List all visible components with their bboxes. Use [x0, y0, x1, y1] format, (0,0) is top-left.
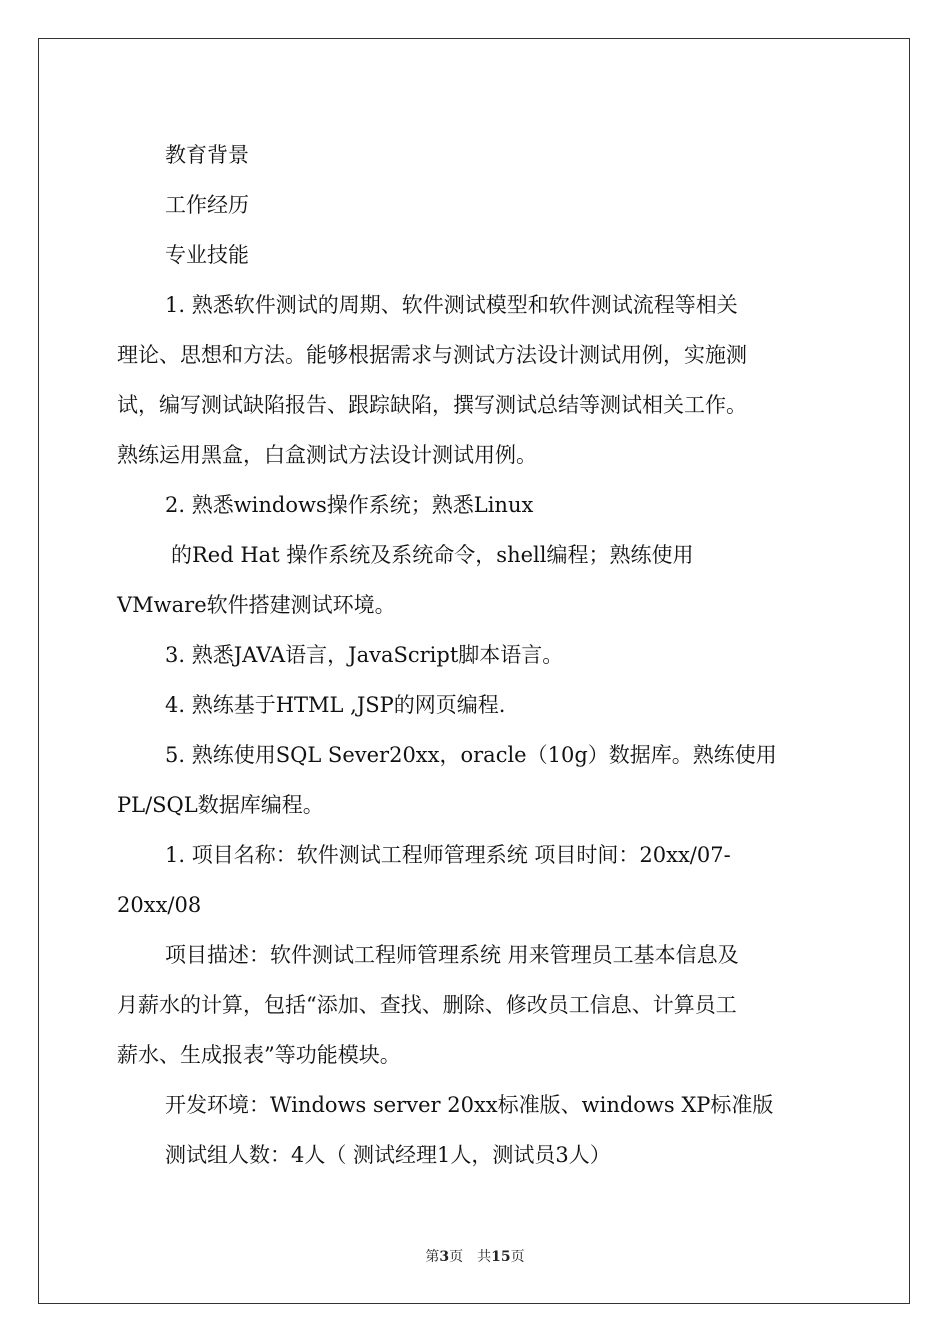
project-team-size: 测试组人数：4人（ 测试经理1人，测试员3人）	[165, 1143, 611, 1167]
skill-1-line-3: 试，编写测试缺陷报告、跟踪缺陷，撰写测试总结等测试相关工作。	[117, 393, 747, 417]
skill-2-line-1: 2. 熟悉windows操作系统；熟悉Linux	[165, 493, 534, 517]
skill-5-line-2: PL/SQL数据库编程。	[117, 793, 324, 817]
skill-1-line-2: 理论、思想和方法。能够根据需求与测试方法设计测试用例，实施测	[117, 343, 747, 367]
skill-2-line-2: 的Red Hat 操作系统及系统命令，shell编程；熟练使用	[171, 543, 694, 567]
project-title-line-1: 1. 项目名称：软件测试工程师管理系统 项目时间：20xx/07-	[165, 843, 731, 867]
project-desc-line-2: 月薪水的计算，包括“添加、查找、删除、修改员工信息、计算员工	[117, 993, 737, 1017]
project-desc-line-1: 项目描述：软件测试工程师管理系统 用来管理员工基本信息及	[165, 943, 739, 967]
heading-education: 教育背景	[165, 143, 249, 167]
page-prefix: 第	[425, 1249, 440, 1265]
page-mid: 页 共	[449, 1249, 492, 1265]
project-desc-line-3: 薪水、生成报表”等功能模块。	[117, 1043, 401, 1067]
document-body	[117, 130, 837, 1180]
skill-3: 3. 熟悉JAVA语言，JavaScript脚本语言。	[165, 643, 564, 667]
project-environment: 开发环境：Windows server 20xx标准版、windows XP标准版	[165, 1093, 774, 1117]
heading-work: 工作经历	[165, 193, 249, 217]
project-title-line-2: 20xx/08	[117, 893, 202, 917]
skill-4: 4. 熟练基于HTML ,JSP的网页编程.	[165, 693, 506, 717]
page-current: 3	[439, 1249, 450, 1265]
skill-1-line-1: 1. 熟悉软件测试的周期、软件测试模型和软件测试流程等相关	[165, 293, 738, 317]
heading-skills: 专业技能	[165, 243, 249, 267]
page-number-footer	[0, 1246, 950, 1266]
skill-1-line-4: 熟练运用黑盒，白盒测试方法设计测试用例。	[117, 443, 537, 467]
skill-5-line-1: 5. 熟练使用SQL Sever20xx，oracle（10g）数据库。熟练使用	[165, 743, 777, 767]
page-suffix: 页	[510, 1249, 525, 1265]
page-total: 15	[491, 1249, 511, 1265]
skill-2-line-3: VMware软件搭建测试环境。	[117, 593, 396, 617]
